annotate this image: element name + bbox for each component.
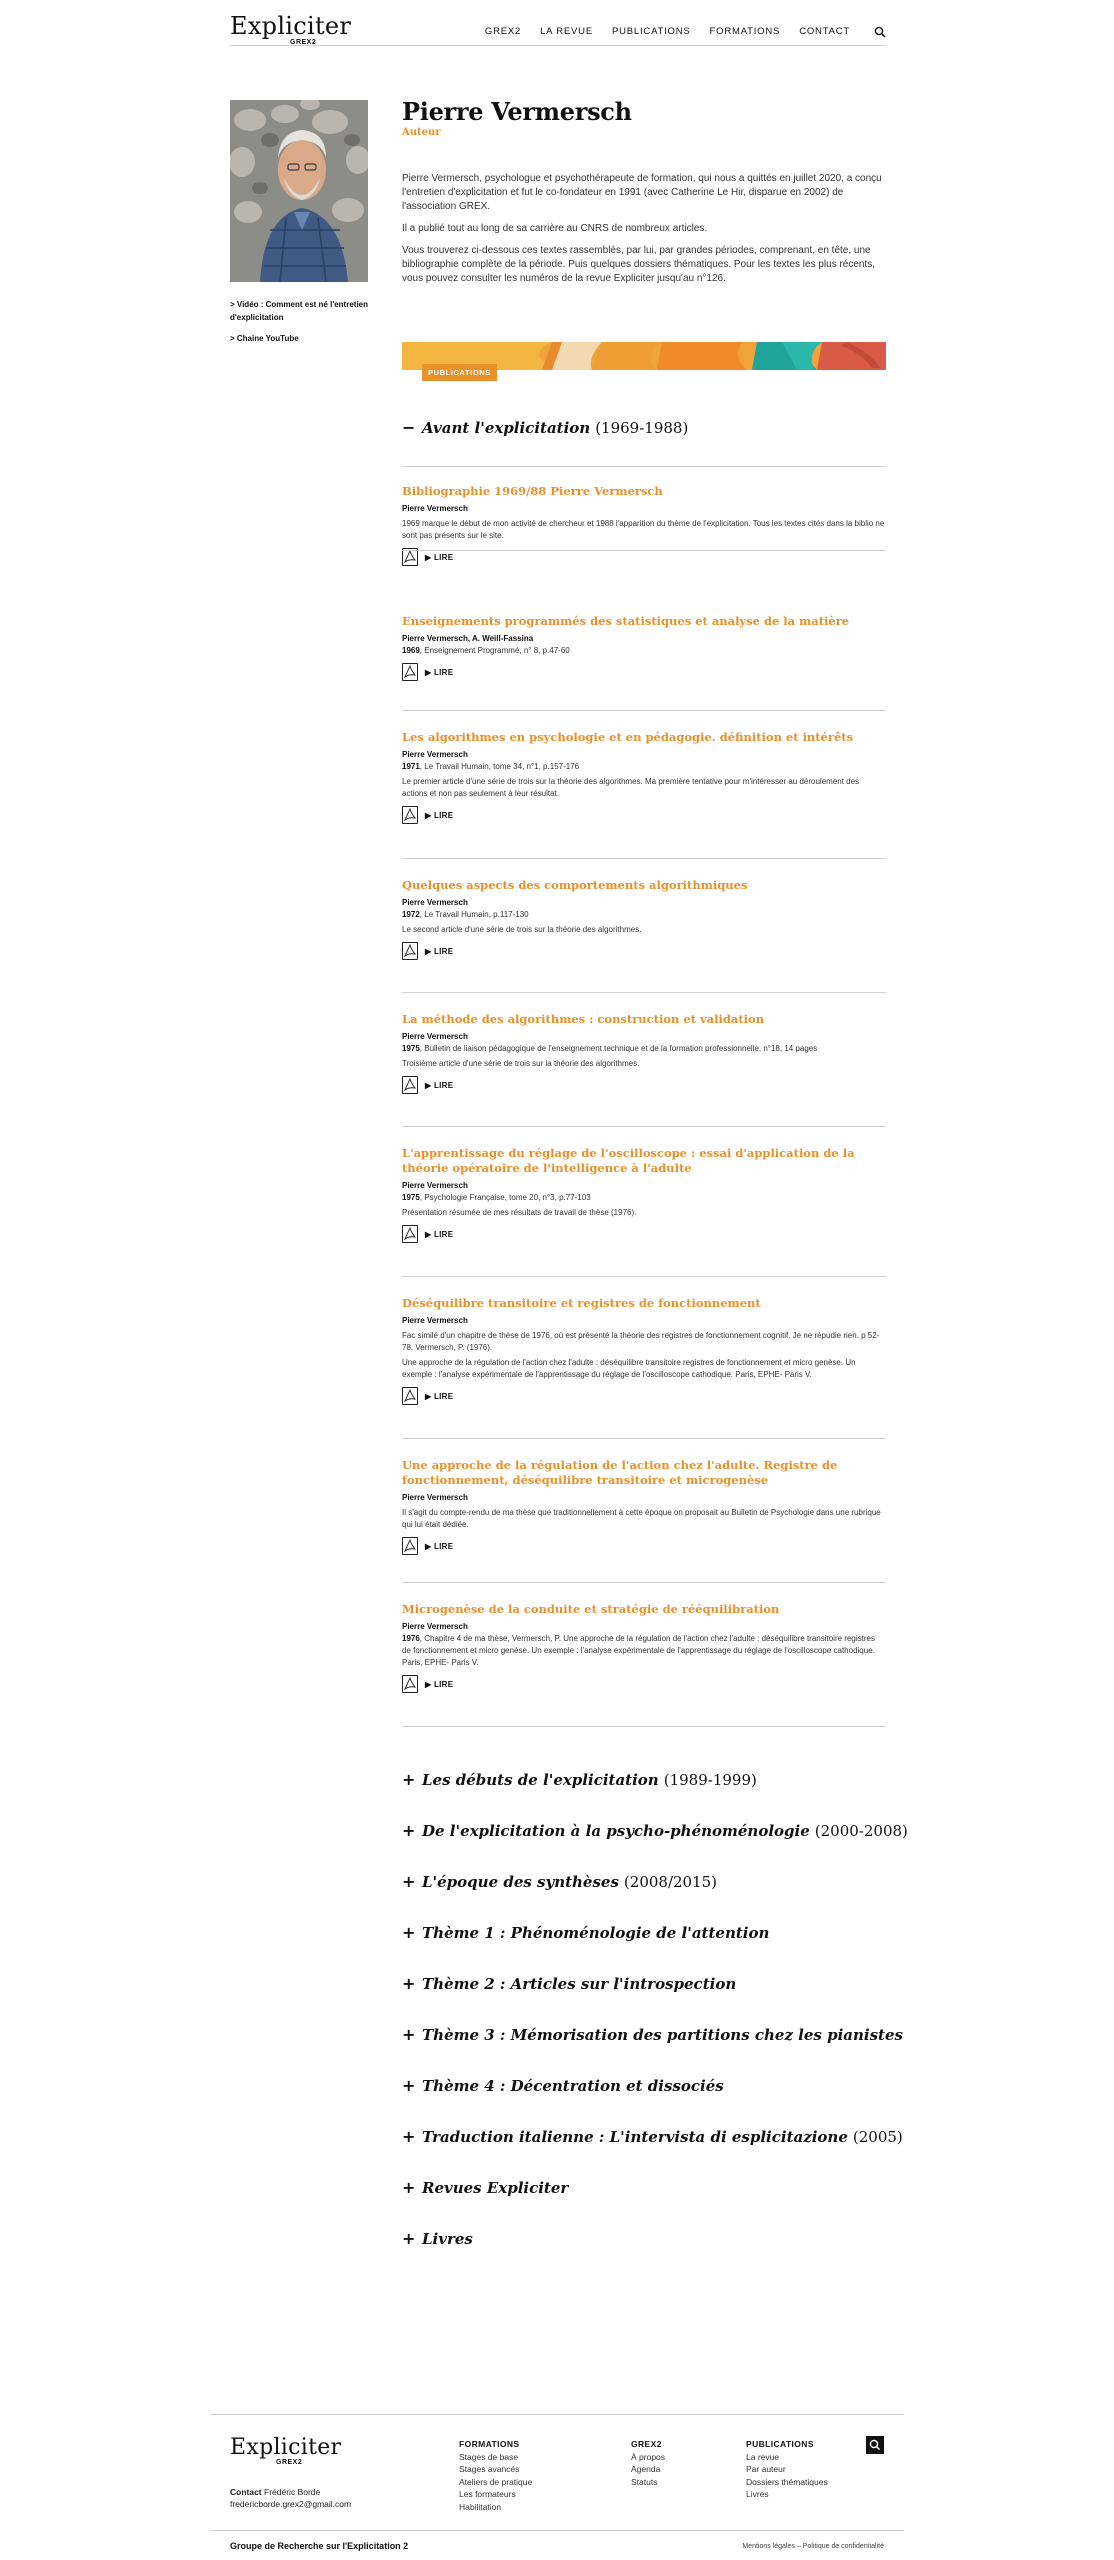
publication-year: 1976 <box>402 1634 420 1643</box>
publication-description: Troisième article d'une série de trois sur la théorie des algorithmes. <box>402 1059 640 1068</box>
publication-reference <box>402 1192 886 1204</box>
publication-description: Présentation résumée de mes résultats de travail de thèse (1976). <box>402 1208 637 1217</box>
divider <box>402 1726 886 1727</box>
author-bio <box>402 172 886 286</box>
section-years: (1969-1988) <box>595 418 689 437</box>
section-years: (2005) <box>852 2127 903 2146</box>
footer-link[interactable]: À propos <box>631 2451 666 2462</box>
footer-column-formations <box>459 2438 532 2513</box>
minus-icon: − <box>402 418 416 437</box>
plus-icon: + <box>402 2076 416 2095</box>
read-label: ▶ LIRE <box>425 1391 454 1401</box>
publication-title[interactable]: Microgenèse de la conduite et stratégie de rééquilibration <box>402 1602 780 1616</box>
read-button[interactable] <box>402 1225 886 1243</box>
divider <box>402 1276 886 1277</box>
publication-year: 1975 <box>402 1044 420 1053</box>
pdf-icon <box>402 1076 418 1094</box>
divider <box>402 1438 886 1439</box>
publication-source: , Enseignement Programmé, n° 8, p.47-60 <box>419 646 570 655</box>
site-header <box>230 0 886 46</box>
author-intro <box>402 98 886 294</box>
plus-icon: + <box>402 1770 416 1789</box>
youtube-link[interactable]: > Chaine YouTube <box>230 334 299 343</box>
footer-link[interactable]: Par auteur <box>746 2464 786 2474</box>
section-title: Thème 2 : Articles sur l'introspection <box>422 1974 737 1993</box>
footer-heading: FORMATIONS <box>459 2439 520 2449</box>
footer-link[interactable]: Statuts <box>631 2476 658 2487</box>
publication-author: Pierre Vermersch <box>402 1493 468 1502</box>
publication-title[interactable]: L'apprentissage du réglage de l'oscilloscope : essai d'application de la théorie opératoire de l'intelligence à l'adulte <box>402 1146 855 1175</box>
footer-link[interactable]: Ateliers de pratique <box>459 2476 533 2487</box>
publication-title[interactable]: Une approche de la régulation de l'action chez l'adulte. Registre de fonctionnement, déséquilibre transitoire et microgenèse <box>402 1458 838 1487</box>
read-button[interactable] <box>402 1537 886 1555</box>
section-toggle[interactable] <box>402 2178 568 2197</box>
read-button[interactable] <box>402 942 886 960</box>
main-nav <box>466 25 886 37</box>
publication-author: Pierre Vermersch <box>402 898 468 907</box>
read-label: ▶ LIRE <box>425 1080 454 1090</box>
plus-icon: + <box>402 2127 416 2146</box>
section-toggle-open[interactable] <box>402 418 688 437</box>
footer-link[interactable]: Les formateurs <box>459 2489 516 2499</box>
publications-tag: PUBLICATIONS <box>422 364 497 381</box>
publication-reference <box>402 909 886 921</box>
publication-title[interactable]: Bibliographie 1969/88 Pierre Vermersch <box>402 484 663 498</box>
section-title: Traduction italienne : L'intervista di esplicitazione <box>422 2127 848 2146</box>
publication-source: , Le Travail Humain, p.117-130 <box>419 910 529 919</box>
publication-reference <box>402 1043 886 1055</box>
read-label: ▶ LIRE <box>425 667 454 677</box>
footer-link[interactable]: La revue <box>746 2451 780 2462</box>
divider <box>402 466 886 467</box>
publication-description: Le premier article d'une série de trois sur la théorie des algorithmes. Ma première tentative pour m'intéresser au déroulement des actions et non pas seulement à leur résultat. <box>402 777 860 798</box>
sidebar-links <box>230 298 370 353</box>
plus-icon: + <box>402 2178 416 2197</box>
bio-paragraph: Pierre Vermersch, psychologue et psychothérapeute de formation, qui nous a quittés en juillet 2020, a conçu l'entretien d'explicitation et fut le co-fondateur en 1991 (avec Catherine Le Hir, disparue en 2002) de l'association GREX. <box>402 173 882 212</box>
publication-description: Une approche de la régulation de l'action chez l'adulte : déséquilibre transitoire registres de fonctionnement et micro genèse. Un exemple : l'analyse expérimentale de l'apprentissage du réglage de l'oscilloscope cathodique. Paris, EPHE- Paris V. <box>402 1358 856 1379</box>
footer-link[interactable]: Dossiers thématiques <box>746 2476 828 2487</box>
read-label: ▶ LIRE <box>425 1541 454 1551</box>
publication-description: Fac similé d'un chapitre de thèse de 1976, où est présenté la théorie des registres de fonctionnement cognitif. Je ne répudie rien. p 52-78. Vermersch, P. (1976). <box>402 1331 880 1352</box>
section-title: Thème 3 : Mémorisation des partitions chez les pianistes <box>422 2025 903 2044</box>
section-title: Les débuts de l'explicitation <box>422 1770 659 1789</box>
publication-item <box>402 1012 886 1094</box>
publication-title[interactable]: Enseignements programmés des statistiques et analyse de la matière <box>402 614 850 628</box>
plus-icon: + <box>402 1821 416 1840</box>
section-years: (2008/2015) <box>623 1872 718 1891</box>
section-toggle[interactable] <box>402 2229 473 2248</box>
nav-contact[interactable]: CONTACT <box>799 25 850 37</box>
footer-link[interactable]: Agenda <box>631 2464 661 2474</box>
publication-item <box>402 1602 886 1693</box>
bio-paragraph: Vous trouverez ci-dessous ces textes rassemblés, par lui, par grandes périodes, comprenant, en tête, une bibliographie complète de la période. Puis quelques dossiers thématiques. Pour les textes les plus récents, vous pouvez consulter les numéros de la revue Expliciter jusqu'au n°126. <box>402 245 876 284</box>
publication-item <box>402 730 886 824</box>
publication-item <box>402 1146 886 1243</box>
plus-icon: + <box>402 2025 416 2044</box>
publication-year: 1975 <box>402 1193 420 1202</box>
read-button[interactable] <box>402 1076 886 1094</box>
footer-link[interactable]: Stages avancés <box>459 2464 520 2474</box>
legal-links[interactable]: Mentions légales – Politique de confidentialité <box>742 2543 884 2550</box>
plus-icon: + <box>402 2229 416 2248</box>
publication-reference <box>402 645 886 657</box>
section-toggle[interactable] <box>402 1770 757 1789</box>
nav-la-revue[interactable]: LA REVUE <box>540 25 593 37</box>
footer-link[interactable]: Stages de base <box>459 2451 519 2462</box>
section-toggle[interactable] <box>402 1974 736 1993</box>
publication-source: , Chapitre 4 de ma thèse, Vermersch, P. Une approche de la régulation de l'action chez l'adulte : déséquilibre transitoire registres de fonctionnement et micro genèse. Un exemple : l'analyse expérimentale de l'apprentissage du réglage de l'oscilloscope cathodique. Paris, EPHE- Paris V. <box>402 1634 875 1667</box>
publication-item <box>402 1296 886 1405</box>
contact-email[interactable]: fredericborde.grex2@gmail.com <box>230 2499 352 2509</box>
read-label: ▶ LIRE <box>425 1229 454 1239</box>
read-button[interactable] <box>402 1387 886 1405</box>
plus-icon: + <box>402 1872 416 1891</box>
read-label: ▶ LIRE <box>425 1679 454 1689</box>
publication-reference <box>402 1633 886 1669</box>
publication-item <box>402 1458 886 1555</box>
section-years: (1989-1999) <box>663 1770 757 1789</box>
pdf-icon <box>402 806 418 824</box>
read-button[interactable] <box>402 663 886 681</box>
footer-column-grex2 <box>631 2438 665 2488</box>
footer-logo-text: Expliciter <box>230 2435 342 2460</box>
section-years: (2000-2008) <box>814 1821 908 1840</box>
divider <box>402 858 886 859</box>
publication-title[interactable]: Les algorithmes en psychologie et en pédagogie. définition et intérêts <box>402 730 854 744</box>
section-title: De l'explicitation à la psycho-phénoménologie <box>422 1821 810 1840</box>
author-name: Pierre Vermersch <box>402 97 632 126</box>
pdf-icon <box>402 1537 418 1555</box>
author-portrait <box>230 100 368 282</box>
nav-grex2[interactable]: GREX2 <box>484 25 522 37</box>
publication-source: , Le Travail Humain, tome 34, n°1, p.157-176 <box>419 762 580 771</box>
publication-author: Pierre Vermersch <box>402 504 468 513</box>
section-toggle[interactable] <box>402 2076 724 2095</box>
footer-search-icon[interactable] <box>866 2436 884 2454</box>
section-title: Avant l'explicitation <box>422 418 591 437</box>
publication-author: Pierre Vermersch, A. Weill-Fassina <box>402 634 534 643</box>
footer-link[interactable]: Habilitation <box>459 2501 502 2512</box>
section-toggle[interactable] <box>402 1923 769 1942</box>
publication-author: Pierre Vermersch <box>402 1032 468 1041</box>
publication-description: Il s'agit du compte-rendu de ma thèse que traditionnellement à cette époque on proposait au Bulletin de Psychologie dans une rubrique qui lui était dédiée. <box>402 1508 881 1529</box>
logo-text: Expliciter <box>230 12 352 40</box>
publication-description: 1969 marque le début de mon activité de chercheur et 1988 l'apparition du thème de l'explicitation. Tous les textes cités dans la biblio ne sont pas présents sur le site. <box>402 519 885 540</box>
pdf-icon <box>402 663 418 681</box>
nav-publications[interactable]: PUBLICATIONS <box>611 25 691 37</box>
publication-year: 1969 <box>402 646 420 655</box>
plus-icon: + <box>402 1923 416 1942</box>
pdf-icon <box>402 1675 418 1693</box>
publication-item <box>402 484 886 566</box>
footer-link[interactable]: Livres <box>746 2489 769 2499</box>
divider <box>402 992 886 993</box>
footer-divider <box>210 2414 904 2415</box>
footer-heading: GREX2 <box>631 2439 662 2449</box>
publication-item <box>402 614 886 681</box>
publication-source: , Bulletin de liaison pédagogique de l'enseignement technique et de la formation professionnelle, n°18, 14 pages <box>419 1044 818 1053</box>
footer-column-publications <box>746 2438 828 2501</box>
site-logo[interactable] <box>230 12 352 46</box>
section-title: Revues Expliciter <box>422 2178 569 2197</box>
publication-title[interactable]: Déséquilibre transitoire et registres de fonctionnement <box>402 1296 761 1310</box>
logo-subtitle: GREX2 <box>290 39 317 46</box>
publication-description: Le second article d'une série de trois sur la théorie des algorithmes. <box>402 925 642 934</box>
pdf-icon <box>402 942 418 960</box>
section-title: Livres <box>422 2229 473 2248</box>
plus-icon: + <box>402 1974 416 1993</box>
read-label: ▶ LIRE <box>425 946 454 956</box>
publication-author: Pierre Vermersch <box>402 1316 468 1325</box>
publication-item <box>402 878 886 960</box>
divider <box>402 550 886 551</box>
publication-title[interactable]: La méthode des algorithmes : construction et validation <box>402 1012 765 1026</box>
divider <box>402 1582 886 1583</box>
section-title: Thème 1 : Phénoménologie de l'attention <box>422 1923 770 1942</box>
read-label: ▶ LIRE <box>425 810 454 820</box>
section-title: L'époque des synthèses <box>422 1872 619 1891</box>
section-toggle[interactable] <box>402 2127 903 2146</box>
publication-author: Pierre Vermersch <box>402 750 468 759</box>
contact-name: Frédéric Borde <box>264 2487 321 2497</box>
search-icon[interactable] <box>874 25 886 37</box>
footer-bottom-divider <box>210 2530 904 2531</box>
divider <box>402 1126 886 1127</box>
footer-heading: PUBLICATIONS <box>746 2439 814 2449</box>
pdf-icon <box>402 1387 418 1405</box>
section-title: Thème 4 : Décentration et dissociés <box>422 2076 724 2095</box>
section-toggle[interactable] <box>402 1872 717 1891</box>
nav-formations[interactable]: FORMATIONS <box>709 25 781 37</box>
video-link[interactable]: > Vidéo : Comment est né l'entretien d'explicitation <box>230 300 369 322</box>
footer-legal <box>742 2543 884 2550</box>
footer-logo[interactable] <box>230 2435 342 2466</box>
bio-paragraph: Il a publié tout au long de sa carrière au CNRS de nombreux articles. <box>402 223 708 234</box>
publication-author: Pierre Vermersch <box>402 1622 468 1631</box>
publication-year: 1971 <box>402 762 420 771</box>
publication-source: , Psychologie Française, tome 20, n°3, p.77-103 <box>419 1193 591 1202</box>
section-toggle[interactable] <box>402 1821 908 1840</box>
publication-year: 1972 <box>402 910 420 919</box>
publication-reference <box>402 761 886 773</box>
read-label: ▶ LIRE <box>425 552 454 562</box>
footer-contact <box>230 2486 351 2510</box>
author-role: Auteur <box>402 127 441 138</box>
contact-label: Contact <box>230 2487 262 2497</box>
read-button[interactable] <box>402 1675 886 1693</box>
publication-author: Pierre Vermersch <box>402 1181 468 1190</box>
publication-title[interactable]: Quelques aspects des comportements algorithmiques <box>402 878 748 892</box>
section-toggle[interactable] <box>402 2025 903 2044</box>
footer-logo-subtitle: GREX2 <box>276 2459 303 2466</box>
read-button[interactable] <box>402 806 886 824</box>
divider <box>402 710 886 711</box>
footer-organization: Groupe de Recherche sur l'Explicitation 2 <box>230 2541 409 2551</box>
pdf-icon <box>402 1225 418 1243</box>
